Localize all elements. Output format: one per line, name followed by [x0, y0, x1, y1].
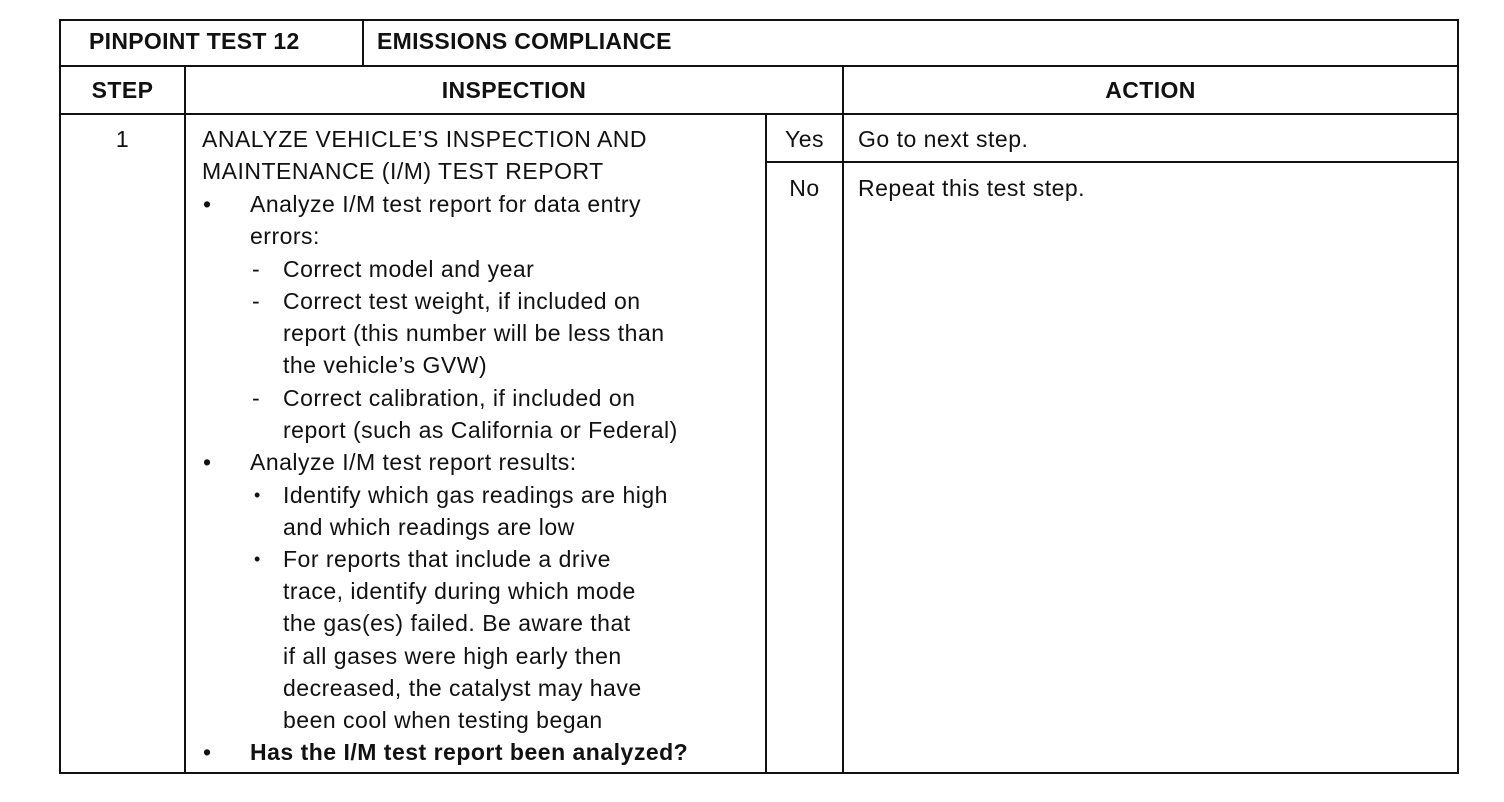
dash2-line1: Correct test weight, if included on [283, 288, 641, 314]
yes-no-divider [765, 161, 1459, 163]
step-number: 1 [115, 126, 130, 152]
bullet-icon: • [203, 739, 212, 765]
sub2-line4: if all gases were high early then [283, 643, 622, 669]
yes-label: Yes [784, 126, 825, 152]
answer-column-divider [765, 114, 767, 774]
dash-icon: - [252, 256, 260, 282]
sub2-line6: been cool when testing began [283, 707, 603, 733]
dash3-line1: Correct calibration, if included on [283, 385, 636, 411]
no-label: No [789, 175, 820, 201]
dash2-line3: the vehicle’s GVW) [283, 352, 488, 378]
step-heading-line2: MAINTENANCE (I/M) TEST REPORT [202, 158, 604, 184]
dash3-line2: report (such as California or Federal) [283, 417, 678, 443]
dash-icon: - [252, 288, 260, 314]
inspection-question: Has the I/M test report been analyzed? [250, 739, 689, 765]
bullet2-line1: Analyze I/M test report results: [250, 449, 577, 475]
dash-icon: - [252, 385, 260, 411]
pinpoint-test-name: EMISSIONS COMPLIANCE [377, 28, 672, 54]
action-column-divider [842, 66, 844, 774]
sub2-line1: For reports that include a drive [283, 546, 611, 572]
sub2-line3: the gas(es) failed. Be aware that [283, 610, 631, 636]
dash1-line1: Correct model and year [283, 256, 535, 282]
sub1-line2: and which readings are low [283, 514, 575, 540]
title-cell-divider [362, 19, 364, 66]
dash2-line2: report (this number will be less than [283, 320, 665, 346]
step-column-header: STEP [91, 77, 154, 103]
step-heading-line1: ANALYZE VEHICLE’S INSPECTION AND [202, 126, 648, 152]
sub2-line2: trace, identify during which mode [283, 578, 636, 604]
bullet1-line1: Analyze I/M test report for data entry [250, 191, 641, 217]
sub-bullet-icon: • [254, 485, 261, 505]
action-column-header: ACTION [1105, 77, 1196, 103]
no-action: Repeat this test step. [858, 175, 1086, 201]
sub-bullet-icon: • [254, 549, 261, 569]
sub1-line1: Identify which gas readings are high [283, 482, 668, 508]
bullet1-line2: errors: [250, 223, 320, 249]
bullet-icon: • [203, 449, 212, 475]
bullet-icon: • [203, 191, 212, 217]
pinpoint-test-label: PINPOINT TEST 12 [89, 28, 300, 54]
header-row-divider [59, 113, 1459, 115]
sub2-line5: decreased, the catalyst may have [283, 675, 642, 701]
step-column-divider [184, 66, 186, 774]
title-row-divider [59, 65, 1459, 67]
yes-action: Go to next step. [858, 126, 1029, 152]
inspection-column-header: INSPECTION [441, 77, 587, 103]
